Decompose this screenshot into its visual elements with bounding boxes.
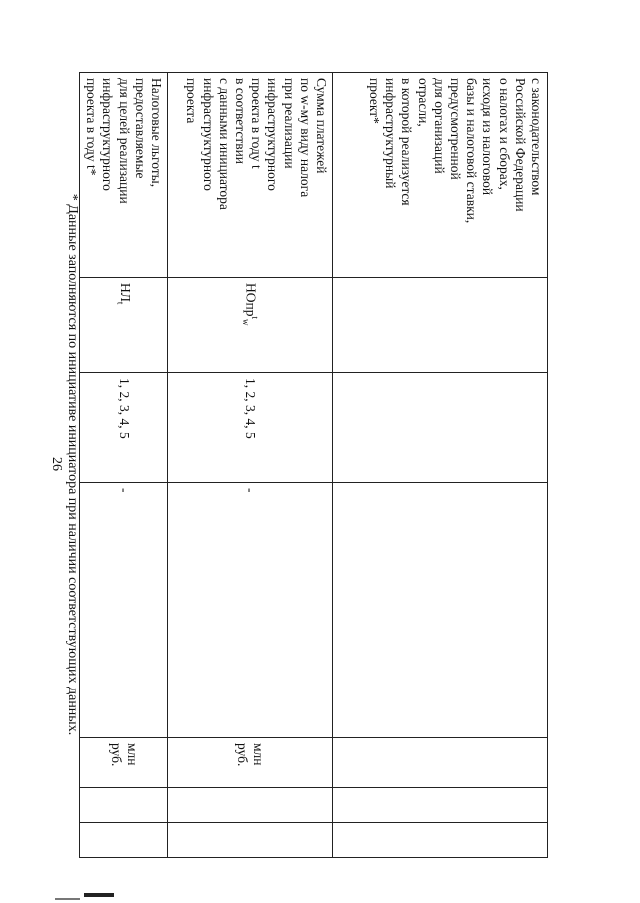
indicator-name-cell: Сумма платежей по w-му виду налога при реализации инфраструктурного проекта в году t в соответствии с данными инициатора инфраструктурного проекта: [168, 73, 333, 278]
stages-cell: 1, 2, 3, 4, 5: [80, 373, 168, 483]
empty-cell: [80, 823, 168, 858]
empty-cell: [168, 788, 333, 823]
empty-cell: [80, 788, 168, 823]
empty-cell: [333, 823, 548, 858]
table-row: [333, 73, 548, 858]
value-cell: -: [168, 483, 333, 738]
table-row: [168, 73, 333, 858]
symbol-cell: $НЛ_t$: [80, 278, 168, 373]
rotated-table-block: [65, 72, 548, 857]
unit-cell: [333, 738, 548, 788]
indicator-name-cell: Налоговые льготы, предоставляемые для целей реализации инфраструктурного проекта в году t*: [80, 73, 168, 278]
parameters-table: [79, 72, 548, 858]
stages-cell: [333, 373, 548, 483]
value-cell: [333, 483, 548, 738]
page-number: 26: [49, 457, 64, 471]
stages-cell: 1, 2, 3, 4, 5: [168, 373, 333, 483]
scan-artifact: [55, 898, 80, 900]
symbol-cell: НОпр$^t_w$: [168, 278, 333, 373]
table-row: [80, 73, 168, 858]
footnote: * Данные заполняются по инициативе инициатора при наличии соответствующих данных.: [65, 193, 80, 736]
empty-cell: [168, 823, 333, 858]
symbol-cell: [333, 278, 548, 373]
empty-cell: [333, 788, 548, 823]
value-cell: -: [80, 483, 168, 738]
unit-cell: млн руб.: [168, 738, 333, 788]
indicator-name-cell: с законодательством Российской Федерации о налогах и сборах, исходя из налоговой базы и налоговой ставки, предусмотренной для организаций отрасли, в которой реализуется инфраструктурный проект*: [333, 73, 548, 278]
scan-artifact: [84, 893, 114, 897]
unit-cell: млн руб.: [80, 738, 168, 788]
